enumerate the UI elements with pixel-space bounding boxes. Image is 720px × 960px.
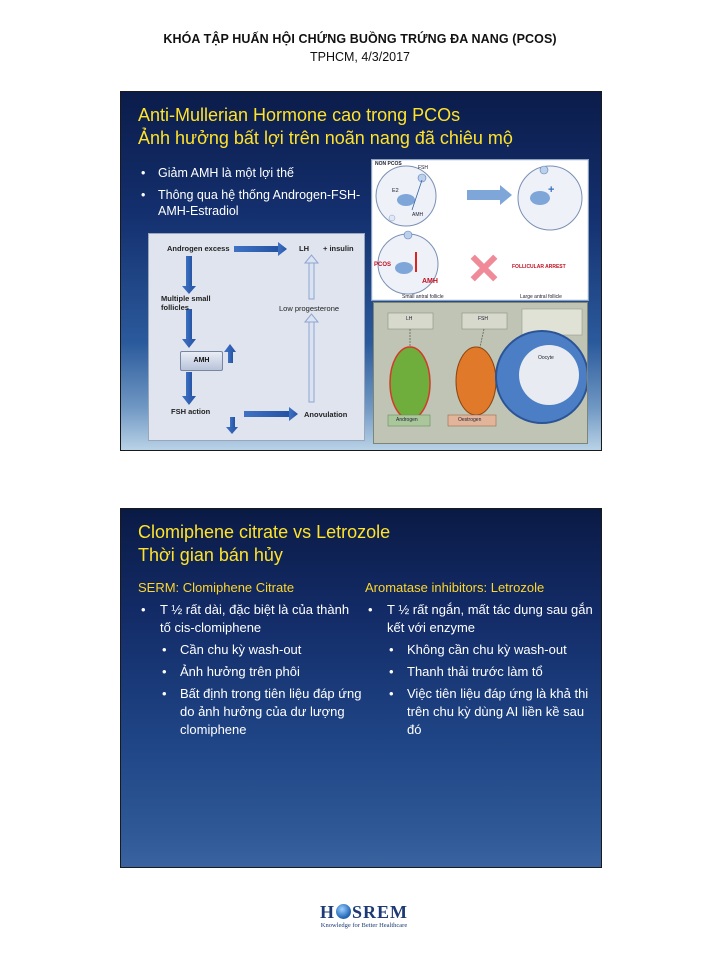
sub-bullet-item: • Ảnh hưởng trên phôi [138,663,363,681]
logo-wordmark [304,902,424,923]
label-multiple-small-follicles: Multiple small follicles [161,294,211,312]
bullet-list [138,165,378,225]
slide-title [138,104,513,150]
label-amh: AMH [412,212,424,218]
label-amh-large: AMH [422,278,438,285]
label-small-antral: Small antral follicle [402,294,444,300]
follicle-drawing [372,160,588,300]
label-follicular-arrest: FOLLICULAR ARREST [512,264,566,270]
bullet-list [365,601,595,739]
slide-amh [120,91,602,451]
document-subtitle: TPHCM, 4/3/2017 [309,50,411,64]
slide-clomiphene-letrozole [120,508,602,868]
label-oocyte: Oocyte [538,355,554,361]
logo-letters-srem: SREM [352,902,409,922]
document-title: KHÓA TẬP HUẤN HỘI CHỨNG BUỒNG TRỨNG ĐA NANG (PCOS) [163,32,557,46]
slide-title-line-1: Anti-Mullerian Hormone cao trong PCOs [138,105,461,125]
label-fsh-action: FSH action [171,407,211,416]
sub-bullet-item: • Thanh thải trước làm tổ [365,663,595,681]
label-androgen: Androgen [396,417,418,423]
label-androgen-excess: Androgen excess [167,244,230,253]
label-fsh-cell: FSH [478,316,488,322]
bullet-list [138,601,363,739]
sub-bullet-item: • Bất định trong tiên liệu đáp ứng do ảnh hưởng của dư lượng clomiphene [138,685,363,739]
slide-title-line-1: Clomiphene citrate vs Letrozole [138,522,391,542]
label-e2: E2 [392,188,399,194]
arrow-up [305,255,318,402]
granulosa-cell-illustration [373,302,588,444]
slide-title [138,521,390,567]
bullet-item: • Thông qua hệ thống Androgen-FSH-AMH-Estradiol [138,187,378,219]
label-anovulation: Anovulation [304,410,348,419]
label-non-pcos: NON PCOS [375,161,402,167]
column-heading-letrozole: Aromatase inhibitors: Letrozole [365,580,545,595]
label-pcos: PCOS [374,262,392,268]
arrow-right [234,242,287,256]
slide-title-line-2: Ảnh hưởng bất lợi trên noãn nang đã chiêu mộ [138,128,513,148]
label-fsh: FSH [418,165,428,171]
sub-bullet-item: • Cần chu kỳ wash-out [138,641,363,659]
column-clomiphene [138,601,363,743]
slide-title-line-2: Thời gian bán hủy [138,545,283,565]
arrow-right [244,407,298,421]
sub-bullet-item: • Không cần chu kỳ wash-out [365,641,595,659]
label-low-progesterone: Low progesterone [279,304,340,313]
logo-letter-h: H [319,902,335,922]
red-x-icon [471,255,498,282]
amh-box: AMH [180,351,223,371]
label-lh: LH [299,244,309,253]
arrow-up [224,344,236,363]
svg-text:+: + [548,184,555,196]
bullet-item: • T ½ rất ngắn, mất tác dụng sau gắn kết với enzyme [365,601,595,637]
hosrem-logo [304,902,424,929]
label-insulin: + insulin [323,244,354,253]
arrow-down [182,372,196,405]
bullet-item: • T ½ rất dài, đặc biệt là của thành tố cis-clomiphene [138,601,363,637]
bullet-item: • Giảm AMH là một lợi thế [138,165,378,181]
label-oestrogen: Oestrogen [458,417,482,423]
label-large-antral: Large antral follicle [520,294,562,300]
column-letrozole [365,601,595,743]
hormone-pathway-diagram [148,233,365,441]
arrow-down [182,256,196,294]
globe-icon [336,904,351,919]
sub-bullet-item: • Việc tiên liệu đáp ứng là khả thi trên chu kỳ dùng AI liền kề sau đó [365,685,595,739]
logo-tagline: Knowledge for Better Healthcare [320,922,408,929]
column-heading-clomiphene: SERM: Clomiphene Citrate [138,580,295,595]
label-lh-cell: LH [406,316,413,322]
arrow-down [182,309,196,348]
arrow-down [226,417,238,434]
follicle-illustration [371,159,589,301]
